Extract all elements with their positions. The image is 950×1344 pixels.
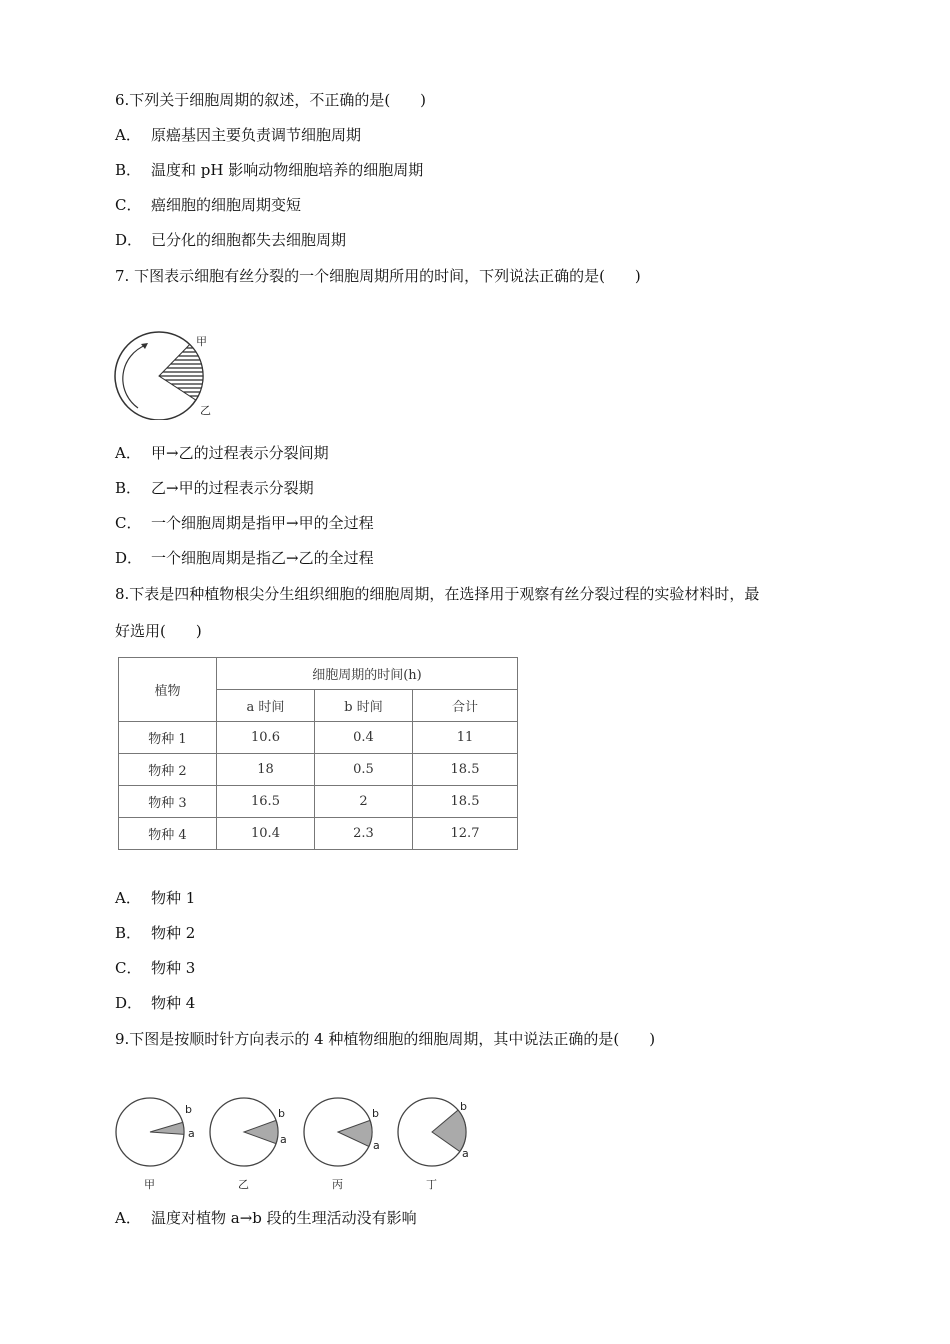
q9-cycle-ding	[398, 1098, 469, 1191]
q7-option-c: C． 一个细胞周期是指甲→甲的全过程	[115, 514, 374, 532]
table-header-group: 细胞周期的时间(h)	[217, 658, 518, 690]
q8-option-c: C． 物种 3	[115, 959, 196, 977]
svg-text:乙: 乙	[238, 1178, 249, 1191]
row-a-time: 10.4	[217, 818, 315, 850]
q9-cycle-bing	[304, 1098, 380, 1191]
q6-stem: 6.下列关于细胞周期的叙述，不正确的是( )	[115, 91, 427, 109]
row-total: 18.5	[413, 754, 518, 786]
q8-option-b: B． 物种 2	[115, 924, 196, 942]
q9-cycle-yi	[210, 1098, 287, 1191]
q9-cycle-jia	[116, 1098, 195, 1191]
q8-option-d: D． 物种 4	[115, 994, 196, 1012]
table-header-plant: 植物	[119, 658, 217, 722]
table-row	[119, 818, 518, 850]
svg-text:a: a	[280, 1133, 287, 1146]
svg-text:a: a	[373, 1139, 380, 1152]
row-a-time: 10.6	[217, 722, 315, 754]
svg-text:b: b	[278, 1107, 285, 1120]
svg-text:a: a	[188, 1127, 195, 1140]
row-b-time: 2	[315, 786, 413, 818]
svg-text:b: b	[460, 1100, 467, 1113]
svg-text:b: b	[372, 1107, 379, 1120]
row-name: 物种 3	[119, 786, 217, 818]
svg-text:b: b	[185, 1103, 192, 1116]
table-header-total: 合计	[413, 690, 518, 722]
svg-text:a: a	[462, 1147, 469, 1160]
q6-option-c: C． 癌细胞的细胞周期变短	[115, 196, 302, 214]
svg-text:甲: 甲	[144, 1178, 155, 1191]
row-total: 11	[413, 722, 518, 754]
q9-four-cycles-figure	[110, 1095, 480, 1195]
q7-label-yi: 乙	[200, 404, 211, 417]
table-row	[119, 722, 518, 754]
q9-stem: 9.下图是按顺时针方向表示的 4 种植物细胞的细胞周期，其中说法正确的是( )	[115, 1030, 656, 1048]
row-total: 12.7	[413, 818, 518, 850]
q7-option-b: B． 乙→甲的过程表示分裂期	[115, 479, 314, 497]
q6-option-a: A． 原癌基因主要负责调节细胞周期	[115, 126, 362, 144]
row-b-time: 0.5	[315, 754, 413, 786]
q7-stem: 7. 下图表示细胞有丝分裂的一个细胞周期所用的时间，下列说法正确的是( )	[115, 267, 641, 285]
row-b-time: 0.4	[315, 722, 413, 754]
q8-cell-cycle-table	[118, 657, 518, 850]
table-header-b: b 时间	[315, 690, 413, 722]
row-a-time: 16.5	[217, 786, 315, 818]
q7-cell-cycle-figure	[110, 330, 220, 420]
q8-stem-line2: 好选用( )	[115, 622, 202, 640]
row-a-time: 18	[217, 754, 315, 786]
q8-stem-line1: 8.下表是四种植物根尖分生组织细胞的细胞周期，在选择用于观察有丝分裂过程的实验材料时，最	[115, 585, 760, 603]
table-row	[119, 786, 518, 818]
q6-option-b: B． 温度和 pH 影响动物细胞培养的细胞周期	[115, 161, 424, 179]
row-name: 物种 4	[119, 818, 217, 850]
table-row	[119, 754, 518, 786]
row-total: 18.5	[413, 786, 518, 818]
row-b-time: 2.3	[315, 818, 413, 850]
svg-text:丁: 丁	[426, 1178, 437, 1191]
svg-text:丙: 丙	[332, 1178, 343, 1191]
row-name: 物种 1	[119, 722, 217, 754]
q7-option-a: A． 甲→乙的过程表示分裂间期	[115, 444, 329, 462]
q7-option-d: D． 一个细胞周期是指乙→乙的全过程	[115, 549, 374, 567]
q6-option-d: D． 已分化的细胞都失去细胞周期	[115, 231, 347, 249]
q9-option-a: A． 温度对植物 a→b 段的生理活动没有影响	[115, 1209, 417, 1227]
row-name: 物种 2	[119, 754, 217, 786]
table-header-a: a 时间	[217, 690, 315, 722]
q8-option-a: A． 物种 1	[115, 889, 196, 907]
q7-label-jia: 甲	[196, 335, 207, 348]
